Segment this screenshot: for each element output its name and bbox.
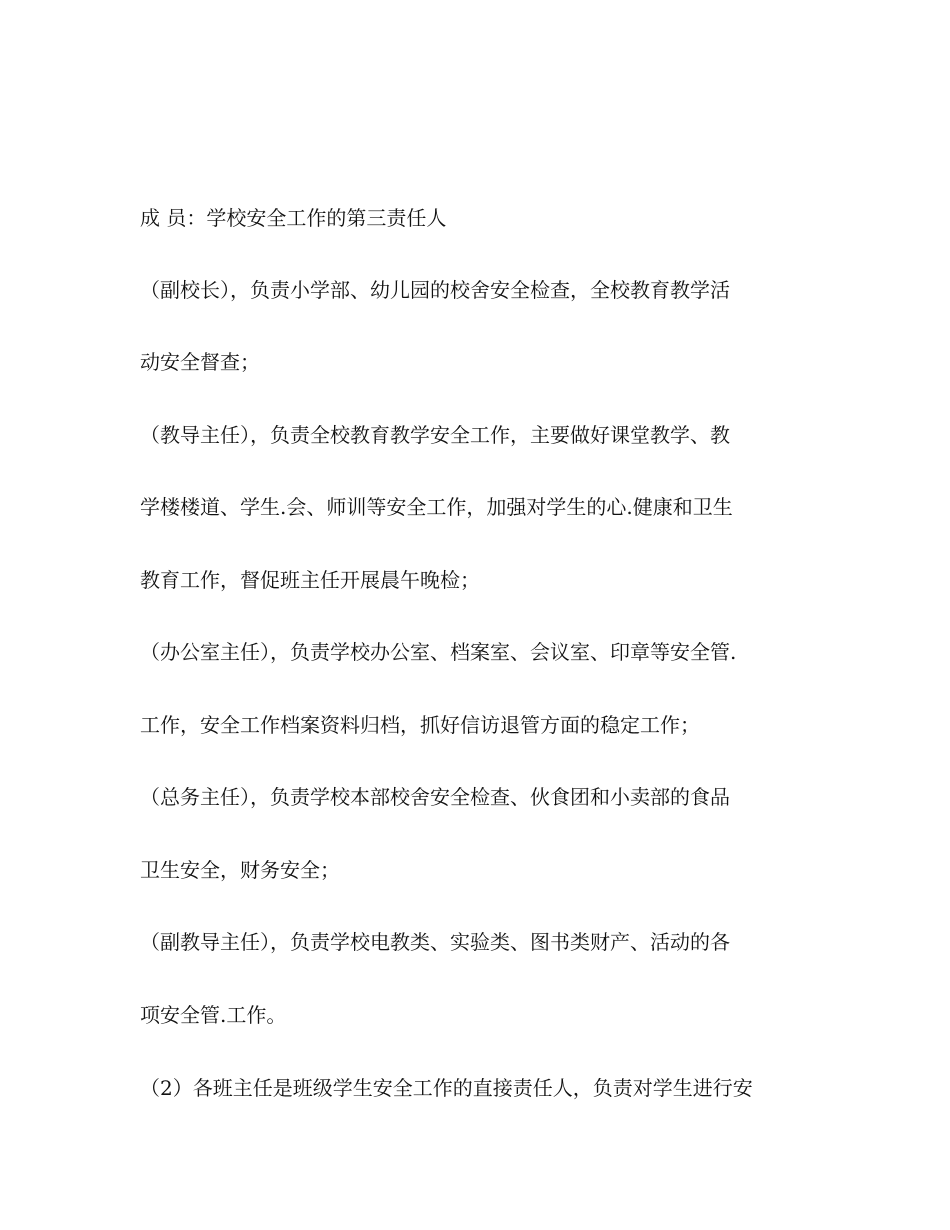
text-line: （教导主任），负责全校教育教学安全工作，主要做好课堂教学、教 (140, 423, 730, 447)
text-line: 项安全管.工作。 (140, 1003, 287, 1027)
text-line: （办公室主任），负责学校办公室、档案室、会议室、印章等安全管. (140, 640, 737, 664)
text-line: 卫生安全，财务安全； (140, 858, 340, 882)
text-line: 成 员：学校安全工作的第三责任人 (140, 206, 447, 230)
text-line: （副教导主任），负责学校电教类、实验类、图书类财产、活动的各 (140, 930, 730, 954)
text-line: （总务主任），负责学校本部校舍安全检查、伙食团和小卖部的食品 (140, 785, 730, 809)
text-line: （2）各班主任是班级学生安全工作的直接责任人，负责对学生进行安 (140, 1076, 753, 1100)
text-line: 学楼楼道、学生.会、师训等安全工作，加强对学生的心.健康和卫生 (140, 495, 733, 519)
text-line: 动安全督查； (140, 350, 260, 374)
text-line: 工作，安全工作档案资料归档，抓好信访退管方面的稳定工作； (140, 713, 700, 737)
text-line: （副校长），负责小学部、幼儿园的校舍安全检查，全校教育教学活 (140, 278, 730, 302)
text-line: 教育工作，督促班主任开展晨午晚检； (140, 568, 480, 592)
